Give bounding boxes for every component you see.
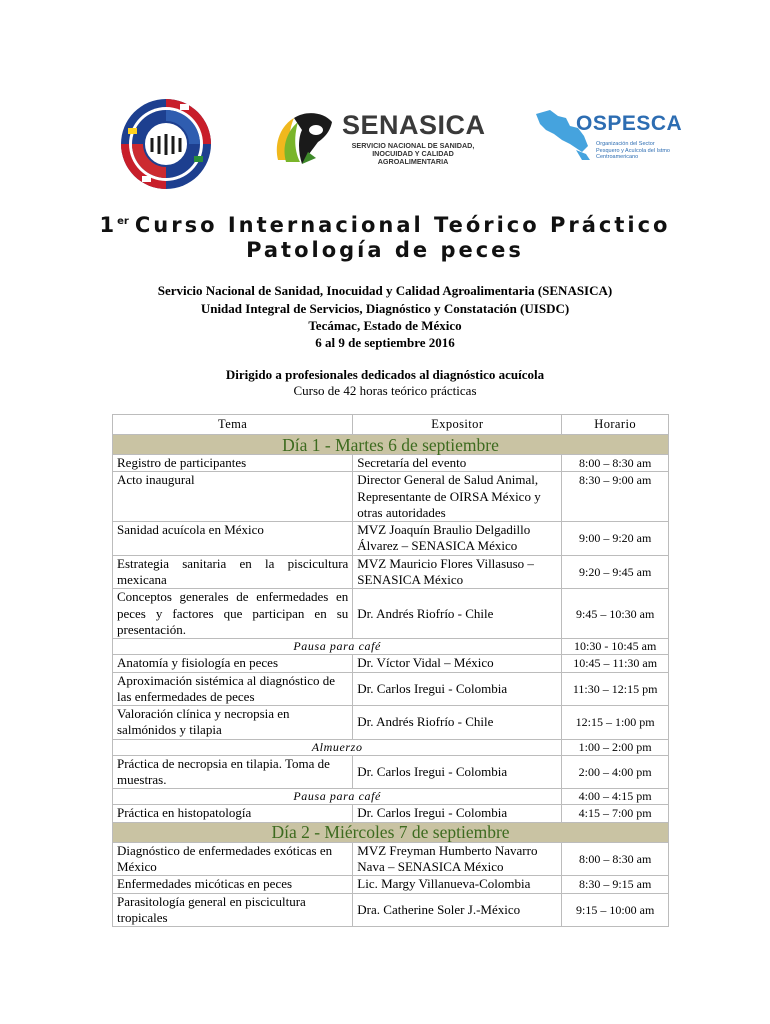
pause-row xyxy=(113,639,669,655)
table-row xyxy=(113,589,669,639)
header-expositor: Expositor xyxy=(353,415,562,435)
expositor-cell: Dr. Carlos Iregui - Colombia xyxy=(353,805,562,822)
tema-cell: Conceptos generales de enfermedades en peces y factores que participan en su presentación. xyxy=(113,589,353,639)
day-1-title: Día 1 - Martes 6 de septiembre xyxy=(113,435,669,455)
ospesca-name: OSPESCA xyxy=(576,112,683,135)
pause-label: Pausa para café xyxy=(113,639,562,655)
senasica-emblem xyxy=(272,108,338,168)
horario-cell: 4:00 – 4:15 pm xyxy=(562,789,669,805)
tema-cell: Enfermedades micóticas en peces xyxy=(113,876,353,893)
table-row xyxy=(113,876,669,893)
expositor-cell: MVZ Freyman Humberto Navarro Nava – SENASICA México xyxy=(353,842,562,876)
table-row xyxy=(113,455,669,472)
table-row xyxy=(113,655,669,672)
ospesca-logo xyxy=(532,108,683,163)
tema-cell: Anatomía y fisiología en peces xyxy=(113,655,353,672)
table-row xyxy=(113,472,669,522)
day-2-title: Día 2 - Miércoles 7 de septiembre xyxy=(113,822,669,842)
senasica-subtitle-line: INOCUIDAD Y CALIDAD xyxy=(372,149,454,158)
senasica-logo xyxy=(272,108,487,168)
table-row xyxy=(113,842,669,876)
expositor-cell: Dra. Catherine Soler J.-México xyxy=(353,893,562,927)
senasica-subtitle xyxy=(344,142,482,166)
horario-cell: 2:00 – 4:00 pm xyxy=(562,755,669,789)
table-header-row xyxy=(113,415,669,435)
expositor-cell: Director General de Salud Animal, Representante de OIRSA México y otras autoridades xyxy=(353,472,562,522)
horario-cell: 8:30 – 9:00 am xyxy=(562,472,669,522)
tema-cell: Práctica en histopatología xyxy=(113,805,353,822)
course-number: 1 xyxy=(99,213,118,237)
horario-cell: 10:30 - 10:45 am xyxy=(562,639,669,655)
course-hours: Curso de 42 horas teórico prácticas xyxy=(293,383,477,398)
info-dates: 6 al 9 de septiembre 2016 xyxy=(315,335,455,350)
tema-cell: Acto inaugural xyxy=(113,472,353,522)
table-row xyxy=(113,706,669,740)
course-title-line2: Patología de peces xyxy=(246,238,524,262)
tema-cell: Parasitología general en piscicultura tropicales xyxy=(113,893,353,927)
lunch-label: Almuerzo xyxy=(113,739,562,755)
tema-cell: Registro de participantes xyxy=(113,455,353,472)
info-institution: Servicio Nacional de Sanidad, Inocuidad y Calidad Agroalimentaria (SENASICA) xyxy=(157,283,613,298)
table-row xyxy=(113,755,669,789)
logos-header xyxy=(0,90,770,200)
expositor-cell: Dr. Andrés Riofrío - Chile xyxy=(353,706,562,740)
horario-cell: 10:45 – 11:30 am xyxy=(562,655,669,672)
table-row xyxy=(113,672,669,706)
senasica-subtitle-line: AGROALIMENTARIA xyxy=(377,157,449,166)
horario-cell: 9:00 – 9:20 am xyxy=(562,522,669,556)
expositor-cell: Dr. Andrés Riofrío - Chile xyxy=(353,589,562,639)
horario-cell: 8:30 – 9:15 am xyxy=(562,876,669,893)
header-horario: Horario xyxy=(562,415,669,435)
table-row xyxy=(113,805,669,822)
ospesca-subtitle: Organización del Sector Pesquero y Acuícola del Istmo Centroamericano xyxy=(596,141,670,160)
horario-cell: 4:15 – 7:00 pm xyxy=(562,805,669,822)
schedule-table xyxy=(112,414,669,927)
horario-cell: 9:20 – 9:45 am xyxy=(562,555,669,589)
senasica-name: SENASICA xyxy=(342,110,486,140)
day-2-header xyxy=(113,822,669,842)
horario-cell: 1:00 – 2:00 pm xyxy=(562,739,669,755)
tema-cell: Práctica de necropsia en tilapia. Toma de muestras. xyxy=(113,755,353,789)
info-unit: Unidad Integral de Servicios, Diagnóstico y Constatación (UISDC) xyxy=(200,301,570,316)
expositor-cell: Dr. Víctor Vidal – México xyxy=(353,655,562,672)
pause-row xyxy=(113,789,669,805)
expositor-cell: Dr. Carlos Iregui - Colombia xyxy=(353,672,562,706)
tema-cell: Sanidad acuícola en México xyxy=(113,522,353,556)
expositor-cell: Dr. Carlos Iregui - Colombia xyxy=(353,755,562,789)
course-title-text: Curso Internacional Teórico Práctico xyxy=(134,213,671,237)
expositor-cell: Secretaría del evento xyxy=(353,455,562,472)
horario-cell: 11:30 – 12:15 pm xyxy=(562,672,669,706)
table-row xyxy=(113,522,669,556)
horario-cell: 12:15 – 1:00 pm xyxy=(562,706,669,740)
day-1-header xyxy=(113,435,669,455)
pause-row xyxy=(113,739,669,755)
horario-cell: 8:00 – 8:30 am xyxy=(562,842,669,876)
senasica-subtitle-line: SERVICIO NACIONAL DE SANIDAD, xyxy=(351,141,475,150)
course-title-line1 xyxy=(0,213,770,237)
tema-cell: Valoración clínica y necropsia en salmónidos y tilapia xyxy=(113,706,353,740)
tema-cell: Estrategia sanitaria en la piscicultura mexicana xyxy=(113,555,353,589)
horario-cell: 9:45 – 10:30 am xyxy=(562,589,669,639)
oirsa-logo xyxy=(120,98,212,190)
horario-cell: 9:15 – 10:00 am xyxy=(562,893,669,927)
expositor-cell: MVZ Mauricio Flores Villasuso – SENASICA México xyxy=(353,555,562,589)
table-row xyxy=(113,555,669,589)
course-ordinal: er xyxy=(117,216,129,227)
pause-label: Pausa para café xyxy=(113,789,562,805)
tema-cell: Diagnóstico de enfermedades exóticas en México xyxy=(113,842,353,876)
audience-line: Dirigido a profesionales dedicados al diagnóstico acuícola xyxy=(225,367,545,382)
info-location: Tecámac, Estado de México xyxy=(308,318,462,333)
tema-cell: Aproximación sistémica al diagnóstico de las enfermedades de peces xyxy=(113,672,353,706)
table-row xyxy=(113,893,669,927)
expositor-cell: Lic. Margy Villanueva-Colombia xyxy=(353,876,562,893)
header-tema: Tema xyxy=(113,415,353,435)
horario-cell: 8:00 – 8:30 am xyxy=(562,455,669,472)
expositor-cell: MVZ Joaquín Braulio Delgadillo Álvarez – SENASICA México xyxy=(353,522,562,556)
